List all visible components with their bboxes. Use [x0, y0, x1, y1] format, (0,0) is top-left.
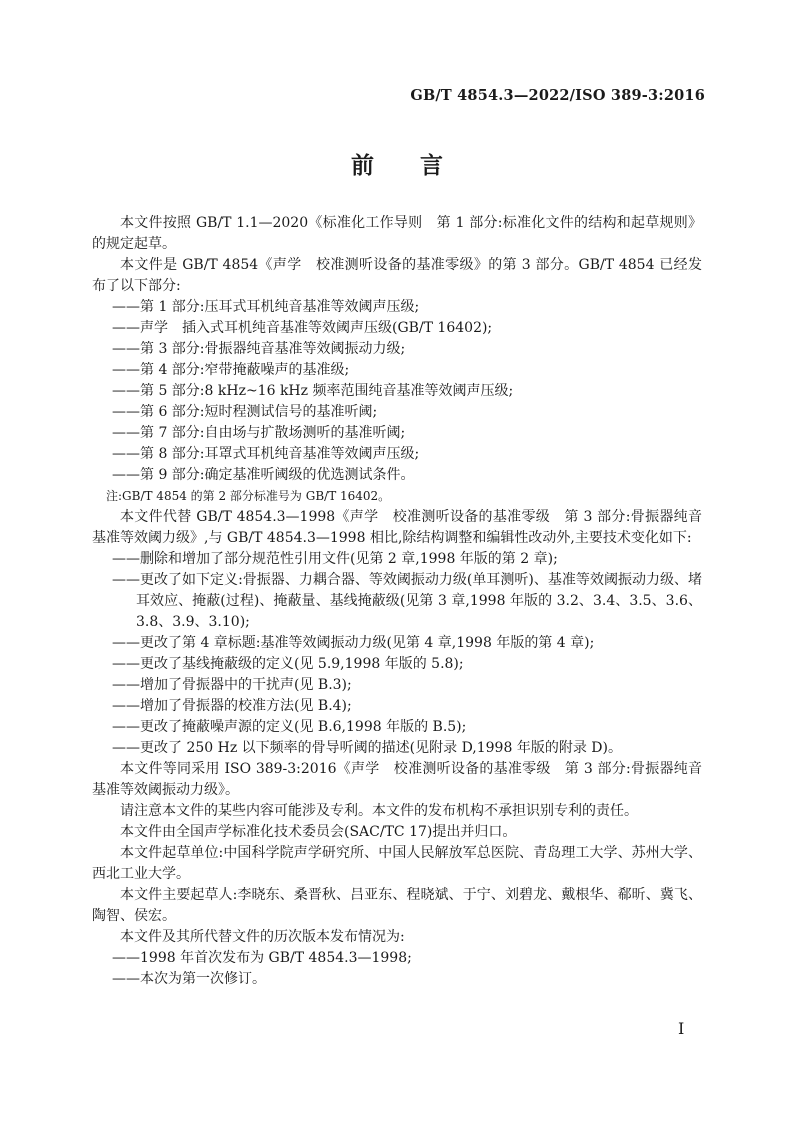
dash-list-item: ——更改了基线掩蔽级的定义(见 5.9,1998 年版的 5.8); [112, 656, 464, 672]
dash-list-item: ——第 7 部分:自由场与扩散场测听的基准听阈; [112, 425, 406, 441]
paragraph: 本文件等同采用 ISO 389-3:2016《声学 校准测听设备的基准零级 第 3 部分:骨振器纯音基准等效阈振动力级》。 [92, 761, 702, 798]
dash-list-item: ——第 5 部分:8 kHz~16 kHz 频率范围纯音基准等效阈声压级; [112, 383, 514, 399]
dash-list-item: ——1998 年首次发布为 GB/T 4854.3—1998; [112, 950, 412, 966]
foreword-title: 前 言 [351, 153, 443, 179]
dash-list-item: ——第 8 部分:耳罩式耳机纯音基准等效阈声压级; [112, 446, 420, 462]
note-line: 注:GB/T 4854 的第 2 部分标准号为 GB/T 16402。 [106, 489, 391, 503]
dash-list-item: ——更改了如下定义:骨振器、力耦合器、等效阈振动力级(单耳测听)、基准等效阈振动力级、堵耳效应、掩蔽(过程)、掩蔽量、基线掩蔽级(见第 3 章,1998 年版的 3.2、3.4、3.5、3.6、3.8、3.9、3.10); [112, 572, 702, 630]
paragraph: 本文件及其所代替文件的历次版本发布情况为: [120, 929, 405, 945]
page-number: I [678, 1019, 685, 1038]
dash-list-item: ——增加了骨振器的校准方法(见 B.4); [112, 698, 352, 714]
dash-list-item: ——第 3 部分:骨振器纯音基准等效阈振动力级; [112, 341, 406, 357]
paragraph: 本文件起草单位:中国科学院声学研究所、中国人民解放军总医院、青岛理工大学、苏州大学、西北工业大学。 [92, 845, 702, 882]
dash-list-item: ——更改了第 4 章标题:基准等效阈振动力级(见第 4 章,1998 年版的第 4 章); [112, 635, 595, 651]
paragraph: 本文件按照 GB/T 1.1—2020《标准化工作导则 第 1 部分:标准化文件的结构和起草规则》的规定起草。 [92, 215, 702, 252]
dash-list-item: ——第 4 部分:窄带掩蔽噪声的基准级; [112, 362, 350, 378]
dash-list-item: ——声学 插入式耳机纯音基准等效阈声压级(GB/T 16402); [112, 320, 493, 336]
dash-list-item: ——更改了 250 Hz 以下频率的骨导听阈的描述(见附录 D,1998 年版的附录 D)。 [112, 740, 622, 756]
dash-list-item: ——删除和增加了部分规范性引用文件(见第 2 章,1998 年版的第 2 章); [112, 551, 558, 567]
dash-list-item: ——本次为第一次修订。 [112, 971, 266, 987]
dash-list-item: ——第 9 部分:确定基准听阈级的优选测试条件。 [112, 467, 415, 483]
paragraph: 本文件代替 GB/T 4854.3—1998《声学 校准测听设备的基准零级 第 3 部分:骨振器纯音基准等效阈力级》,与 GB/T 4854.3—1998 相比,除结构调整和编辑性改动外,主要技术变化如下: [92, 509, 702, 546]
paragraph: 本文件由全国声学标准化技术委员会(SAC/TC 17)提出并归口。 [120, 824, 517, 840]
paragraph: 本文件主要起草人:李晓东、桑晋秋、吕亚东、程晓斌、于宁、刘碧龙、戴根华、郗昕、冀飞、陶智、侯宏。 [92, 887, 702, 924]
standard-number-header: GB/T 4854.3—2022/ISO 389-3:2016 [410, 87, 705, 104]
dash-list-item: ——第 6 部分:短时程测试信号的基准听阈; [112, 404, 378, 420]
paragraph: 本文件是 GB/T 4854《声学 校准测听设备的基准零级》的第 3 部分。GB/T 4854 已经发布了以下部分: [92, 257, 702, 294]
dash-list-item: ——第 1 部分:压耳式耳机纯音基准等效阈声压级; [112, 299, 420, 315]
dash-list-item: ——增加了骨振器中的干扰声(见 B.3); [112, 677, 352, 693]
dash-list-item: ——更改了掩蔽噪声源的定义(见 B.6,1998 年版的 B.5); [112, 719, 467, 735]
paragraph: 请注意本文件的某些内容可能涉及专利。本文件的发布机构不承担识别专利的责任。 [120, 803, 638, 819]
document-body [92, 213, 702, 990]
